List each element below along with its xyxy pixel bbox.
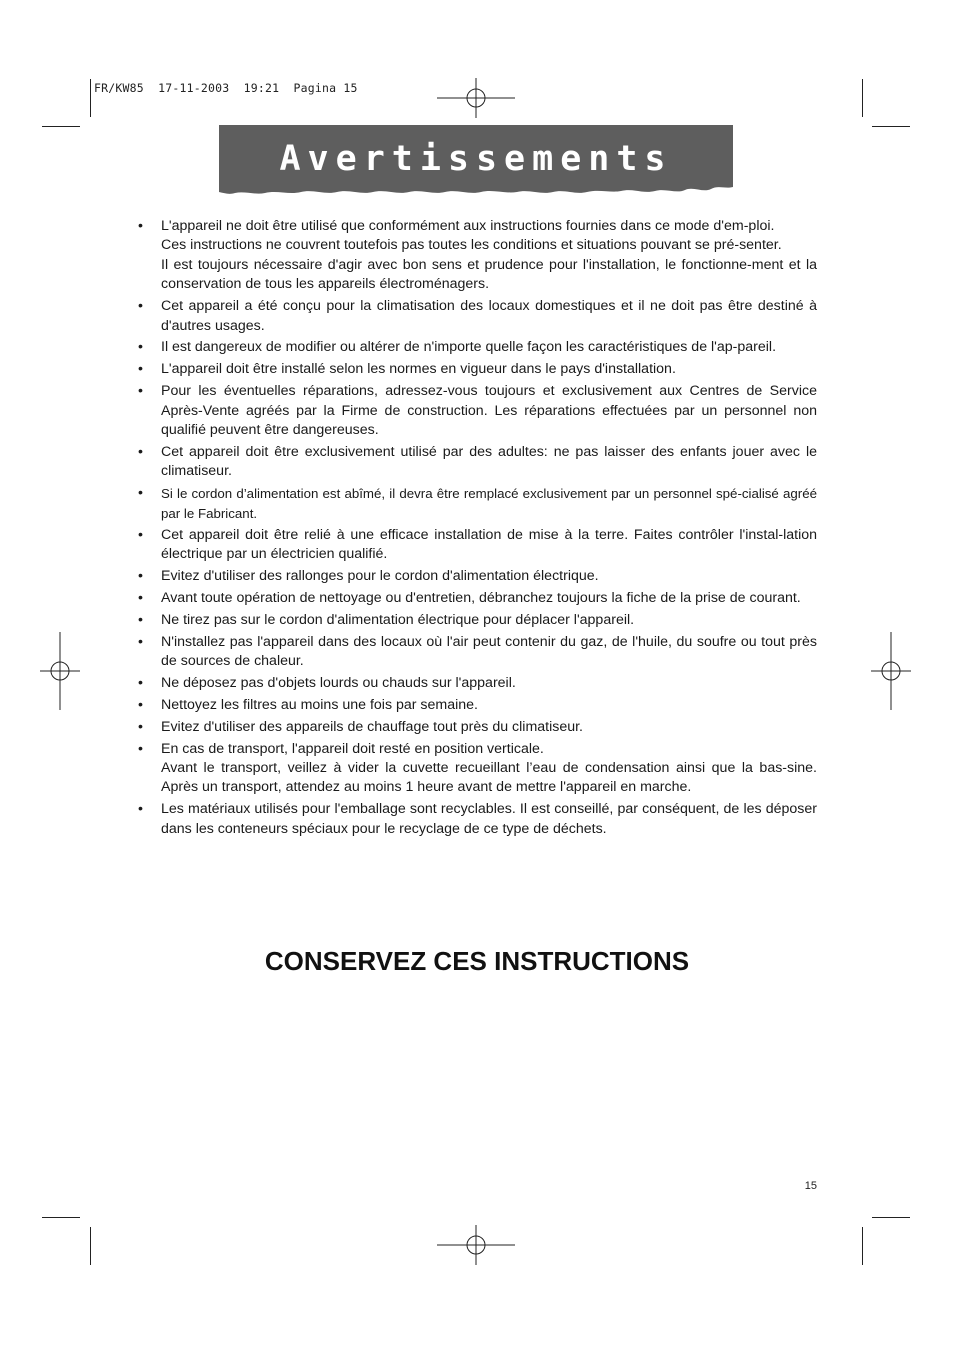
registration-mark-bottom <box>437 1225 515 1265</box>
crop-mark <box>862 79 863 117</box>
crop-mark <box>872 1217 910 1218</box>
list-item <box>138 360 817 379</box>
list-item <box>138 297 817 336</box>
registration-mark-left <box>40 632 80 710</box>
list-item-text: Il est toujours nécessaire d'agir avec bon sens et prudence pour l'installation, le fonctionne-ment et la conservation de tous les appareils électroménagers. <box>161 256 817 293</box>
bullet-icon: • <box>138 740 143 757</box>
crop-mark <box>90 1227 91 1265</box>
list-item-text: Il est dangereux de modifier ou altérer de n'importe quelle façon les caractéristiques de l'ap-pareil. <box>161 339 777 356</box>
bullet-icon: • <box>138 218 143 234</box>
list-item-text: Avant le transport, veillez à vider la cuvette recueillant l’eau de condensation ainsi que la bas-sine. Après un transport, attendez au moins 1 heure avant de mettre l'appareil en marche. <box>161 760 817 796</box>
footer-title: CONSERVEZ CES INSTRUCTIONS <box>264 946 690 976</box>
list-item-text: Cet appareil a été conçu pour la climatisation des locaux domestiques et il ne doit pas être destiné à d'autres usages. <box>161 298 817 334</box>
list-item-text: Nettoyez les filtres au moins une fois par semaine. <box>161 696 479 713</box>
list-item-text: Evitez d'utiliser des rallonges pour le cordon d'alimentation électrique. <box>161 567 599 584</box>
bullet-icon: • <box>138 443 143 460</box>
list-item-text: Si le cordon d’alimentation est abîmé, il devra être remplacé exclusivement par un personnel spé-cialisé agréé par le Fabricant. <box>161 486 817 521</box>
list-item <box>138 696 817 715</box>
list-item-text: En cas de transport, l'appareil doit resté en position verticale. <box>161 740 544 757</box>
list-item-text: Pour les éventuelles réparations, adressez-vous toujours et exclusivement aux Centres de Service Après-Vente agréés par la Firme de construction. Les réparations effectuées par un personnel non qualifié peuvent être dangereuses. <box>161 383 817 439</box>
bullet-icon: • <box>138 361 143 378</box>
list-item-text: Avant toute opération de nettoyage ou d'entretien, débranchez toujours la fiche de la prise de courant. <box>161 589 801 606</box>
list-item-text: L'appareil ne doit être utilisé que conformément aux instructions fournies dans ce mode d'em-ploi. <box>161 218 775 234</box>
bullet-icon: • <box>138 339 143 356</box>
list-item-text: Ne tirez pas sur le cordon d'alimentation électrique pour déplacer l'appareil. <box>161 611 635 628</box>
print-slug: FR/KW85 17-11-2003 19:21 Pagina 15 <box>94 81 358 95</box>
list-item <box>138 589 817 608</box>
crop-mark <box>872 126 910 127</box>
list-item <box>138 800 817 839</box>
list-item-text: Cet appareil doit être exclusivement utilisé par des adultes: ne pas laisser des enfants jouer avec le climatiseur. <box>161 443 817 480</box>
list-item-text: Ces instructions ne couvrent toutefois pas toutes les conditions et situations pouvant se pré-senter. <box>161 237 782 254</box>
list-item <box>138 633 817 672</box>
list-item <box>138 740 817 798</box>
bullet-icon: • <box>138 567 143 584</box>
bullet-icon: • <box>138 383 143 400</box>
bullet-icon: • <box>138 526 143 543</box>
bullet-icon: • <box>138 611 143 628</box>
list-item <box>138 567 817 586</box>
bullet-icon: • <box>138 696 143 713</box>
list-item-text: Evitez d'utiliser des appareils de chauffage tout près du climatiseur. <box>161 718 584 735</box>
registration-mark-top <box>437 78 515 118</box>
warnings-list <box>138 217 817 842</box>
list-item <box>138 718 817 737</box>
bullet-icon: • <box>138 589 143 606</box>
list-item-text: N'installez pas l'appareil dans des locaux où l'air peut contenir du gaz, de l'huile, du soufre ou tout près de sources de chaleur. <box>161 633 817 670</box>
crop-mark <box>42 126 80 127</box>
list-item <box>138 443 817 482</box>
page-title: Avertissements <box>279 139 673 179</box>
crop-mark <box>42 1217 80 1218</box>
bullet-icon: • <box>138 485 143 502</box>
registration-mark-right <box>871 632 911 710</box>
list-item <box>138 338 817 357</box>
list-item <box>138 217 817 295</box>
list-item <box>138 526 817 565</box>
bullet-icon: • <box>138 718 143 735</box>
list-item <box>138 484 817 523</box>
list-item-text: Cet appareil doit être relié à une efficace installation de mise à la terre. Faites contrôler l'instal-lation électrique par un électricien qualifié. <box>161 526 817 562</box>
crop-mark <box>90 79 91 117</box>
list-item <box>138 382 817 440</box>
list-item-text: L'appareil doit être installé selon les normes en vigueur dans le pays d'installation. <box>161 361 676 378</box>
bullet-icon: • <box>138 633 143 650</box>
bullet-icon: • <box>138 674 143 691</box>
list-item-text: Les matériaux utilisés pour l'emballage sont recyclables. Il est conseillé, par conséquent, de les déposer dans les conteneurs spéciaux pour le recyclage de ce type de déchets. <box>161 801 817 837</box>
page-number: 15 <box>804 1180 817 1192</box>
crop-mark <box>862 1227 863 1265</box>
bullet-icon: • <box>138 298 143 315</box>
title-banner <box>219 125 733 198</box>
list-item <box>138 674 817 693</box>
bullet-icon: • <box>138 801 143 818</box>
list-item-text: Ne déposez pas d'objets lourds ou chauds sur l'appareil. <box>161 674 516 691</box>
list-item <box>138 611 817 630</box>
